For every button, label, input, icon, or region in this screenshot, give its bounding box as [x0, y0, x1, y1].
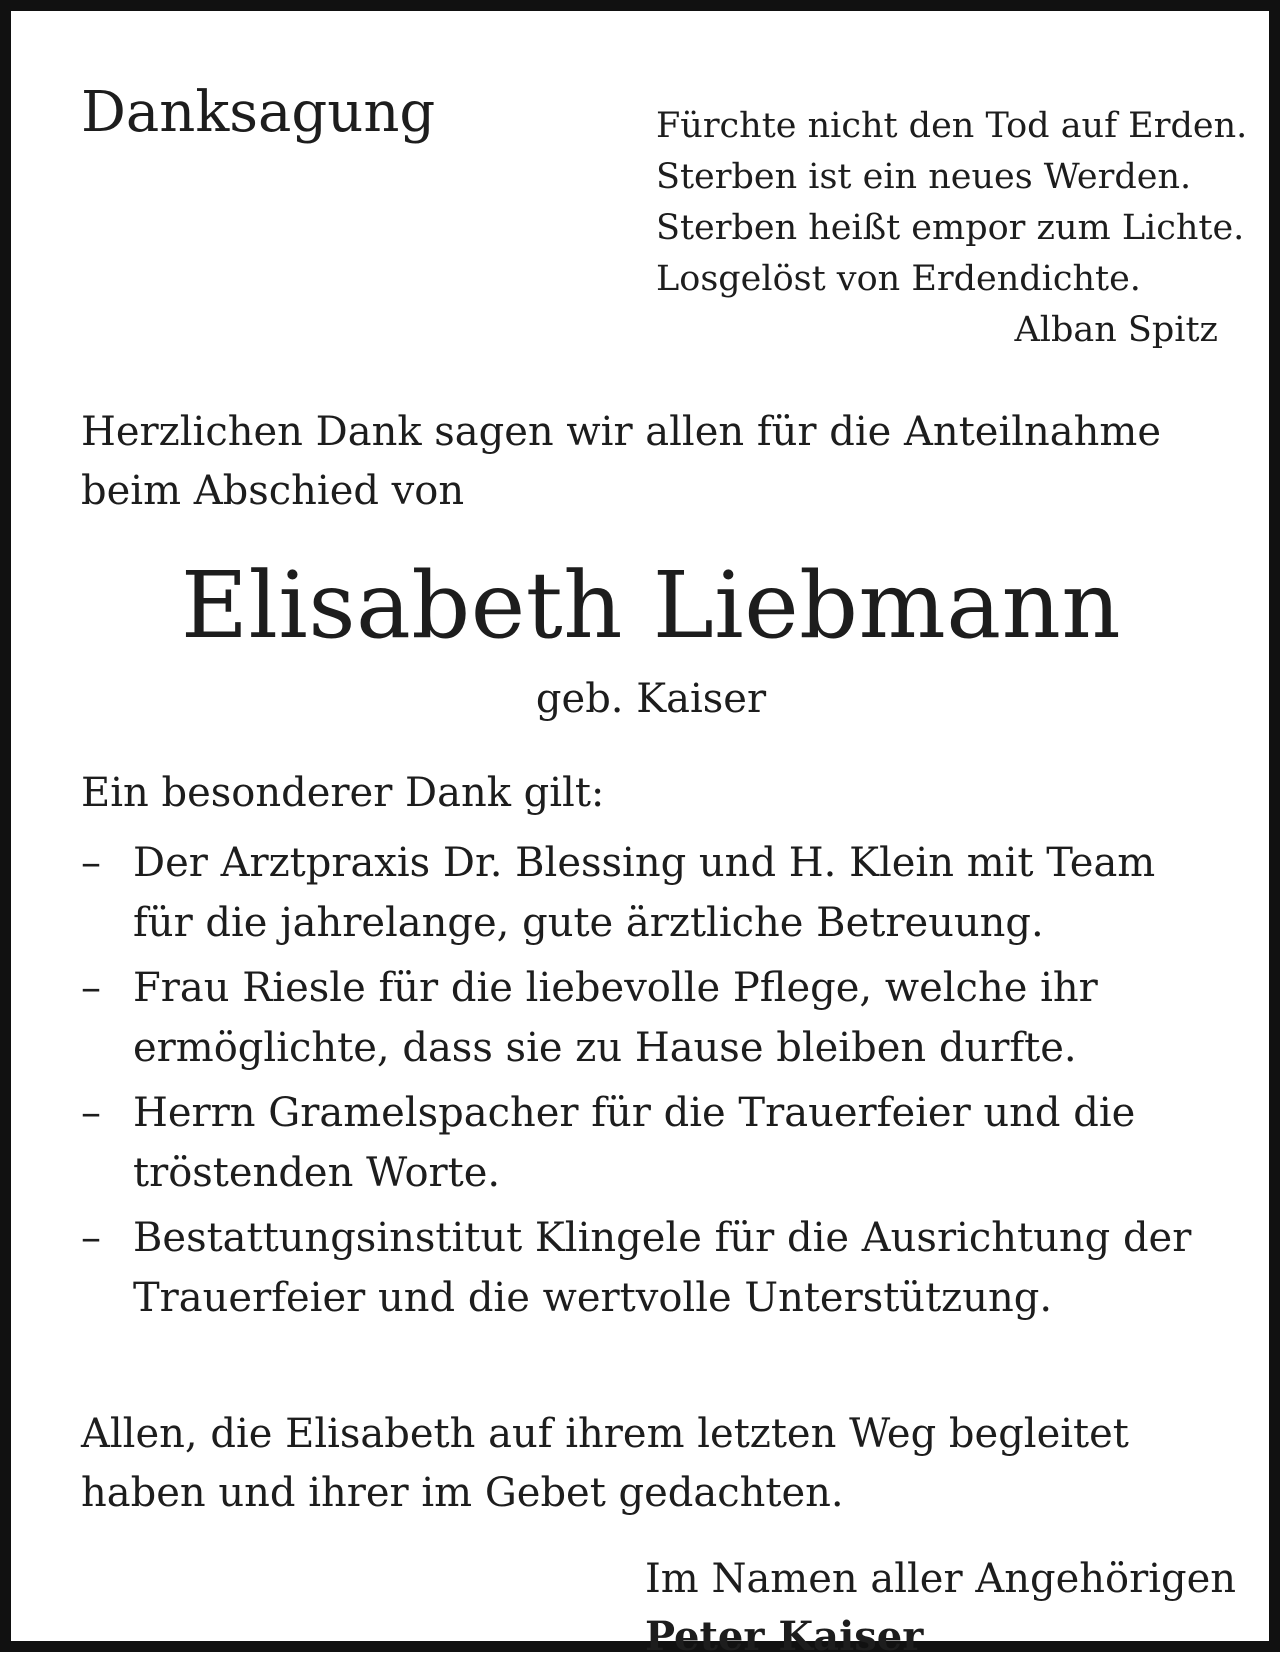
special-thanks-intro: Ein besonderer Dank gilt: — [81, 770, 605, 816]
intro-text: Herzlichen Dank sagen wir allen für die Anteilnahme beim Abschied von — [81, 409, 1161, 514]
list-item-text: Bestattungsinstitut Klingele für die Ausrichtung der Trauerfeier und die wertvolle Unterstützung. — [133, 1215, 1192, 1321]
signature-line: Im Namen aller Angehörigen — [645, 1556, 1237, 1602]
list-item-text: Frau Riesle für die liebevolle Pflege, welche ihr ermöglichte, dass sie zu Hause bleiben durfte. — [133, 965, 1098, 1071]
deceased-name: Elisabeth Liebmann — [180, 552, 1122, 659]
list-item-text: Der Arztpraxis Dr. Blessing und H. Klein mit Team für die jahrelange, gute ärztliche Betreuung. — [133, 840, 1156, 946]
closing-text: Allen, die Elisabeth auf ihrem letzten Weg begleitet haben und ihrer im Gebet gedachten. — [81, 1411, 1129, 1516]
dash-bullet: – — [81, 965, 101, 1011]
dash-bullet: – — [81, 1090, 101, 1136]
poem-line-3: Sterben heißt empor zum Lichte. — [656, 208, 1245, 248]
poem-block — [656, 101, 1248, 356]
poem-author: Alban Spitz — [1014, 310, 1218, 350]
list-item — [81, 1083, 1221, 1203]
notice-content — [81, 75, 1248, 1660]
birth-name: geb. Kaiser — [535, 676, 767, 722]
list-item-text: Herrn Gramelspacher für die Trauerfeier und die tröstenden Worte. — [133, 1090, 1136, 1196]
list-item — [81, 958, 1221, 1078]
poem-line-1: Fürchte nicht den Tod auf Erden. — [656, 106, 1248, 146]
dash-bullet: – — [81, 840, 101, 886]
signer-name: Peter Kaiser — [645, 1613, 924, 1660]
list-item — [81, 1208, 1221, 1328]
poem-line-4: Losgelöst von Erdendichte. — [656, 259, 1141, 299]
poem-line-2: Sterben ist ein neues Werden. — [656, 157, 1192, 197]
dash-bullet: – — [81, 1215, 101, 1261]
special-thanks-list — [81, 833, 1221, 1333]
list-item — [81, 833, 1221, 953]
signature-block — [645, 1550, 1237, 1666]
notice-heading: Danksagung — [81, 80, 436, 145]
